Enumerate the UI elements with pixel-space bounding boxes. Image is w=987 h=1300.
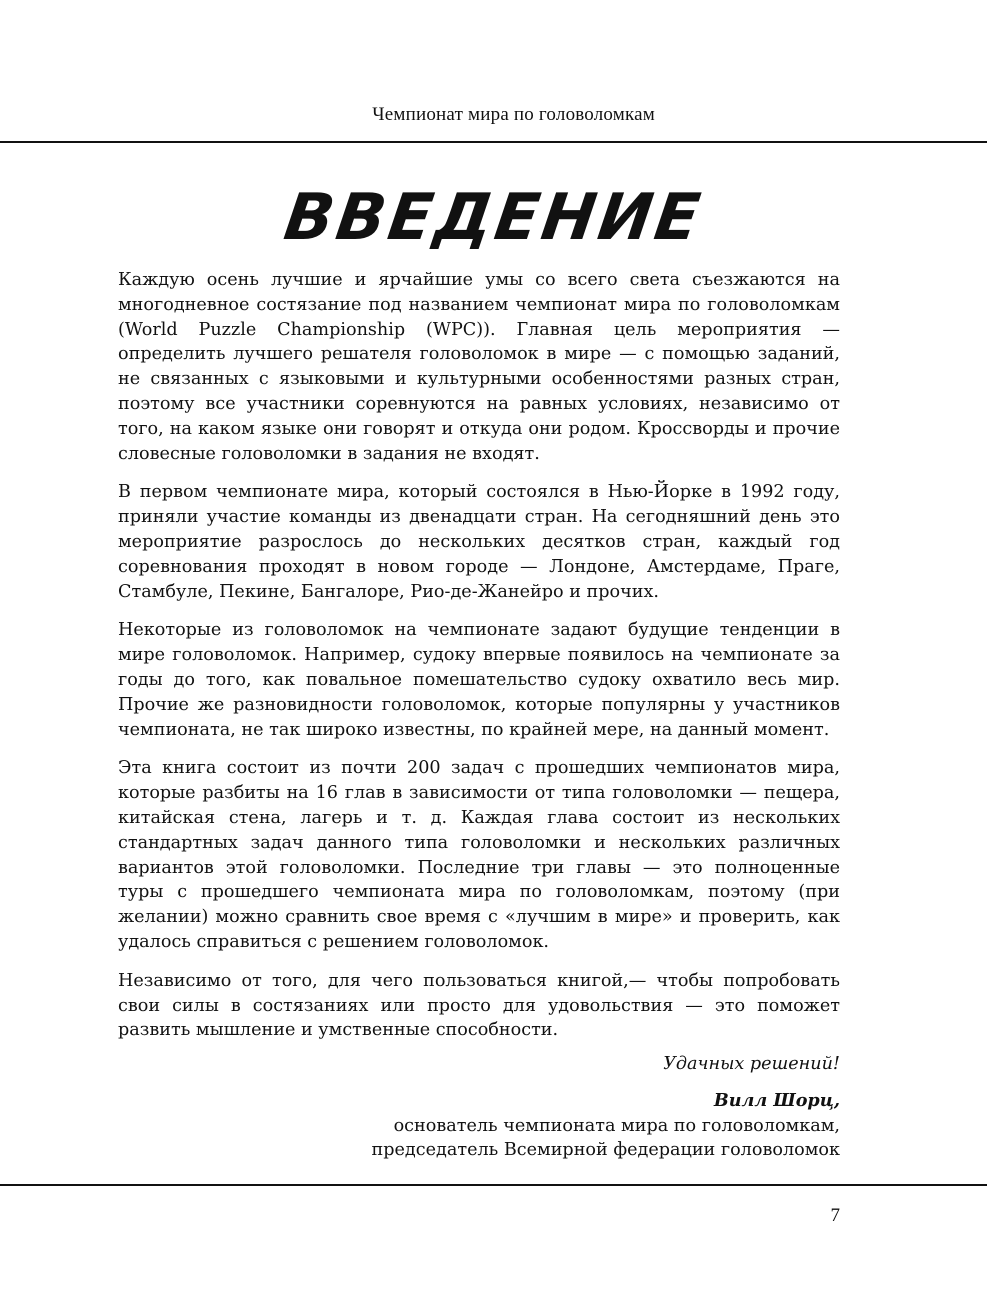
closing-wish: Удачных решений! — [663, 1054, 840, 1074]
header-rule — [0, 141, 987, 143]
paragraph-1: Каждую осень лучшие и ярчайшие умы со всего света съезжаются на многодневное состязание под названием чемпионат мира по головоломкам (World Puzzle Championship (WPC)). Главная цель мероприятия — определить лучшего решателя головоломок в мире — с помощью заданий, не связанных с языковыми и культурными особенностями разных стран, поэтому все участники соревнуются на равных условиях, независимо от того, на каком языке они говорят и откуда они родом. Кроссворды и прочие словесные головоломки в задания не входят. — [118, 270, 840, 464]
running-header: Чемпионат мира по головоломкам — [372, 104, 655, 125]
paragraph-2: В первом чемпионате мира, который состоялся в Нью-Йорке в 1992 году, приняли участие команды из двенадцати стран. На сегодняшний день это мероприятие разрослось до нескольких десятков стран, каждый год соревнования проходят в новом городе — Лондоне, Амстердаме, Праге, Стамбуле, Пекине, Бангалоре, Рио-де-Жанейро и прочих. — [118, 482, 840, 602]
paragraph-4: Эта книга состоит из почти 200 задач с прошедших чемпионатов мира, которые разбиты на 16 глав в зависимости от типа головоломки — пещера, китайская стена, лагерь и т. д. Каждая глава состоит из нескольких стандартных задач данного типа головоломки и нескольких различных вариантов этой головоломки. Последние три главы — это полноценные туры с прошедшего чемпионата мира по головоломкам, поэтому (при желании) можно сравнить свое время с «лучшим в мире» и проверить, как удалось справиться с решением головоломок. — [118, 758, 840, 952]
paragraph-3: Некоторые из головоломок на чемпионате задают будущие тенденции в мире головоломок. Например, судоку впервые появилось на чемпионате за годы до того, как повальное помешательство судоку охватило весь мир. Прочие же разновидности головоломок, которые популярны у участников чемпионата, не так широко известны, по крайней мере, на данный момент. — [118, 620, 840, 740]
page-number: 7 — [830, 1205, 840, 1226]
chapter-title: ВВЕДЕНИЕ — [279, 181, 708, 255]
footer-rule — [0, 1184, 987, 1186]
closing-block — [372, 1052, 840, 1163]
paragraph-5: Независимо от того, для чего пользоваться книгой,— чтобы попробовать свои силы в состязаниях или просто для удовольствия — это поможет развить мышление и умственные способности. — [118, 970, 840, 1041]
body-text — [118, 268, 840, 1057]
author-role-2: председатель Всемирной федерации головоломок — [371, 1140, 840, 1161]
author-role-1: основатель чемпионата мира по головоломкам, — [393, 1115, 840, 1136]
author-name: Вилл Шорц, — [713, 1089, 840, 1111]
